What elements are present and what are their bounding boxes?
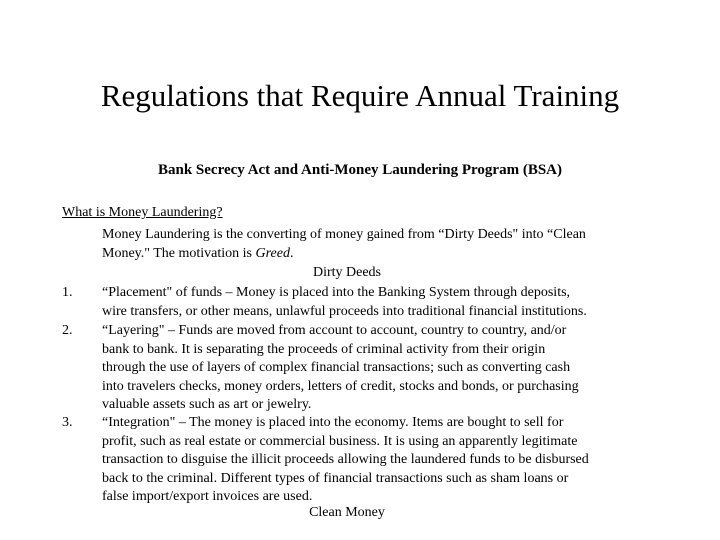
item-line: transaction to disguise the illicit proceeds allowing the laundered funds to be disbursed: [102, 452, 589, 467]
slide-subtitle: Bank Secrecy Act and Anti-Money Laundering Program (BSA): [157, 162, 563, 178]
intro-period: .: [289, 245, 294, 261]
item-line: “Placement" of funds – Money is placed into the Banking System through deposits,: [102, 285, 571, 300]
intro-line: [102, 245, 692, 264]
item-line: “Layering" – Funds are moved from account to account, country to country, and/or: [102, 323, 567, 338]
intro-text: Money." The motivation is: [102, 245, 256, 261]
item-line: “Integration" – The money is placed into the economy. Items are bought to sell for: [102, 415, 564, 430]
item-line: back to the criminal. Different types of financial transactions such as sham loans or: [102, 470, 569, 486]
item-number: 3.: [62, 415, 73, 430]
slide-title: Regulations that Require Annual Training: [100, 78, 620, 113]
item-number: 1.: [62, 285, 73, 300]
list-item-integration: [102, 414, 692, 507]
intro-paragraph: [102, 226, 692, 263]
intro-line: Money Laundering is the converting of money gained from “Dirty Deeds" into “Clean: [102, 227, 586, 242]
dirty-deeds-label: Dirty Deeds: [312, 265, 382, 280]
list-item-layering: [102, 322, 692, 415]
item-number: 2.: [62, 323, 73, 338]
item-line: false import/export invoices are used.: [102, 489, 313, 504]
item-line: bank to bank. It is separating the proceeds of criminal activity from their origin: [102, 341, 546, 357]
greed-emphasis: Greed: [255, 245, 290, 261]
item-line: into travelers checks, money orders, letters of credit, stocks and bonds, or purchasing: [102, 378, 579, 394]
item-line: wire transfers, or other means, unlawful proceeds into traditional financial institutions.: [102, 303, 587, 319]
list-item-placement: [102, 284, 692, 321]
item-line: valuable assets such as art or jewelry.: [102, 397, 312, 412]
clean-money-label: Clean Money: [309, 505, 385, 520]
item-line: profit, such as real estate or commercial business. It is using an apparently legitimate: [102, 433, 578, 449]
section-heading: What is Money Laundering?: [62, 205, 223, 220]
item-line: through the use of layers of complex financial transactions; such as converting cash: [102, 360, 571, 375]
